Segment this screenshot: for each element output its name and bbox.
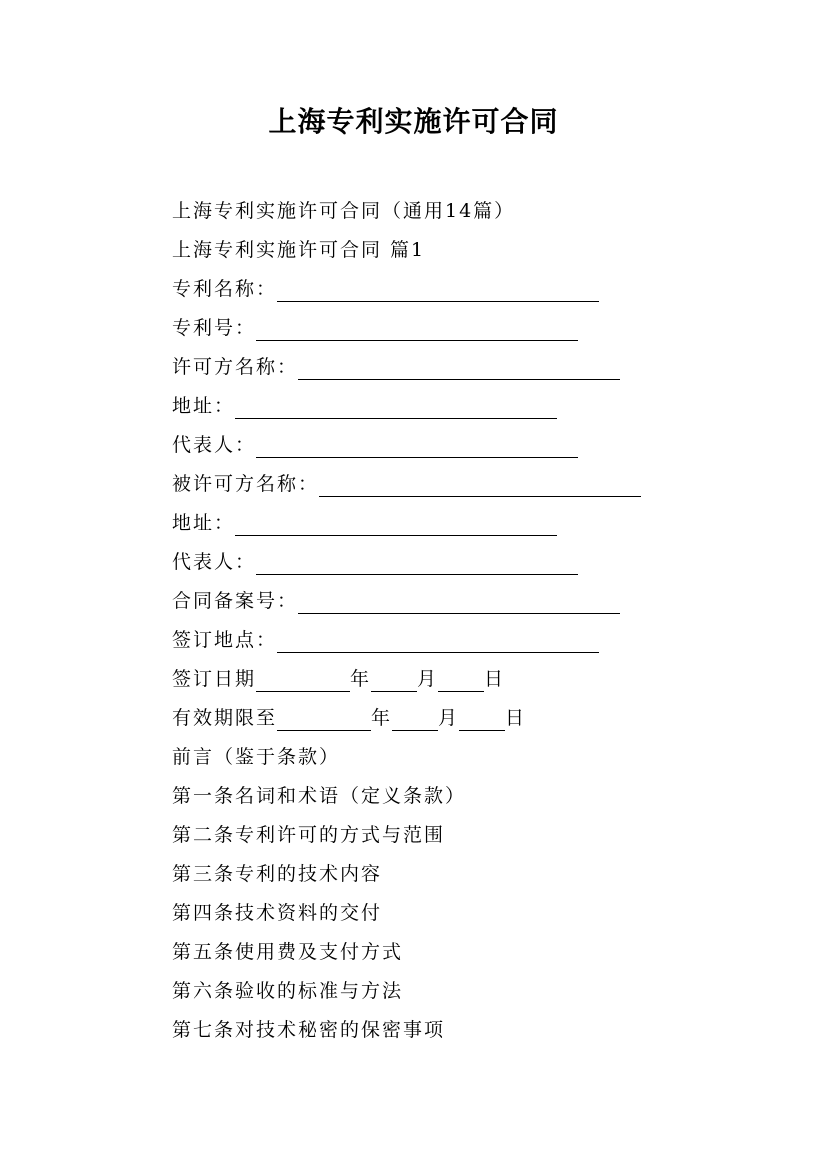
form-field-licensor-representative	[172, 426, 732, 465]
field-label: 签订日期	[172, 668, 257, 690]
blank-line-year[interactable]	[256, 663, 350, 692]
date-unit-day: 日	[484, 668, 506, 690]
blank-line[interactable]	[235, 507, 557, 536]
form-field-licensee-address	[172, 504, 732, 543]
field-label: 许可方名称：	[172, 356, 299, 378]
blank-line[interactable]	[256, 312, 578, 341]
document-title: 上海专利实施许可合同	[268, 105, 559, 138]
intro-line: 上海专利实施许可合同（通用14篇）	[172, 200, 516, 222]
date-unit-year: 年	[371, 707, 393, 729]
form-field-signing-date	[172, 660, 732, 699]
field-label: 专利号：	[172, 317, 257, 339]
intro-line: 上海专利实施许可合同 篇1	[172, 239, 426, 261]
form-field-patent-number	[172, 309, 732, 348]
blank-line[interactable]	[235, 390, 557, 419]
blank-line-day[interactable]	[459, 702, 505, 731]
form-field-licensee-representative	[172, 543, 732, 582]
form-field-licensor-name	[172, 348, 732, 387]
field-label: 合同备案号：	[172, 590, 299, 612]
form-field-patent-name	[172, 270, 732, 309]
clause-heading: 第五条使用费及支付方式	[172, 941, 404, 963]
blank-line-year[interactable]	[277, 702, 371, 731]
field-label: 被许可方名称：	[172, 473, 320, 495]
clause-heading: 第二条专利许可的方式与范围	[172, 824, 446, 846]
field-label: 有效期限至	[172, 707, 278, 729]
form-field-validity	[172, 699, 732, 738]
blank-line[interactable]	[277, 624, 599, 653]
blank-line[interactable]	[256, 429, 578, 458]
form-field-licensee-name	[172, 465, 732, 504]
blank-line[interactable]	[298, 585, 620, 614]
field-label: 地址：	[172, 395, 236, 417]
clause-heading: 前言（鉴于条款）	[172, 746, 341, 768]
blank-line-month[interactable]	[371, 663, 417, 692]
blank-line-day[interactable]	[438, 663, 484, 692]
blank-line-month[interactable]	[392, 702, 438, 731]
clause-heading: 第七条对技术秘密的保密事项	[172, 1019, 446, 1041]
clause-heading: 第一条名词和术语（定义条款）	[172, 785, 467, 807]
date-unit-year: 年	[350, 668, 372, 690]
blank-line[interactable]	[298, 351, 620, 380]
field-label: 代表人：	[172, 434, 257, 456]
form-field-licensor-address	[172, 387, 732, 426]
field-label: 签订地点：	[172, 629, 278, 651]
date-unit-month: 月	[417, 668, 439, 690]
document-body	[172, 192, 732, 1050]
field-label: 专利名称：	[172, 278, 278, 300]
blank-line[interactable]	[319, 468, 641, 497]
field-label: 代表人：	[172, 551, 257, 573]
form-field-signing-place	[172, 621, 732, 660]
blank-line[interactable]	[256, 546, 578, 575]
blank-line[interactable]	[277, 273, 599, 302]
field-label: 地址：	[172, 512, 236, 534]
clause-heading: 第三条专利的技术内容	[172, 863, 383, 885]
date-unit-month: 月	[438, 707, 460, 729]
clause-heading: 第六条验收的标准与方法	[172, 980, 404, 1002]
clause-heading: 第四条技术资料的交付	[172, 902, 383, 924]
date-unit-day: 日	[505, 707, 527, 729]
form-field-contract-filing-number	[172, 582, 732, 621]
